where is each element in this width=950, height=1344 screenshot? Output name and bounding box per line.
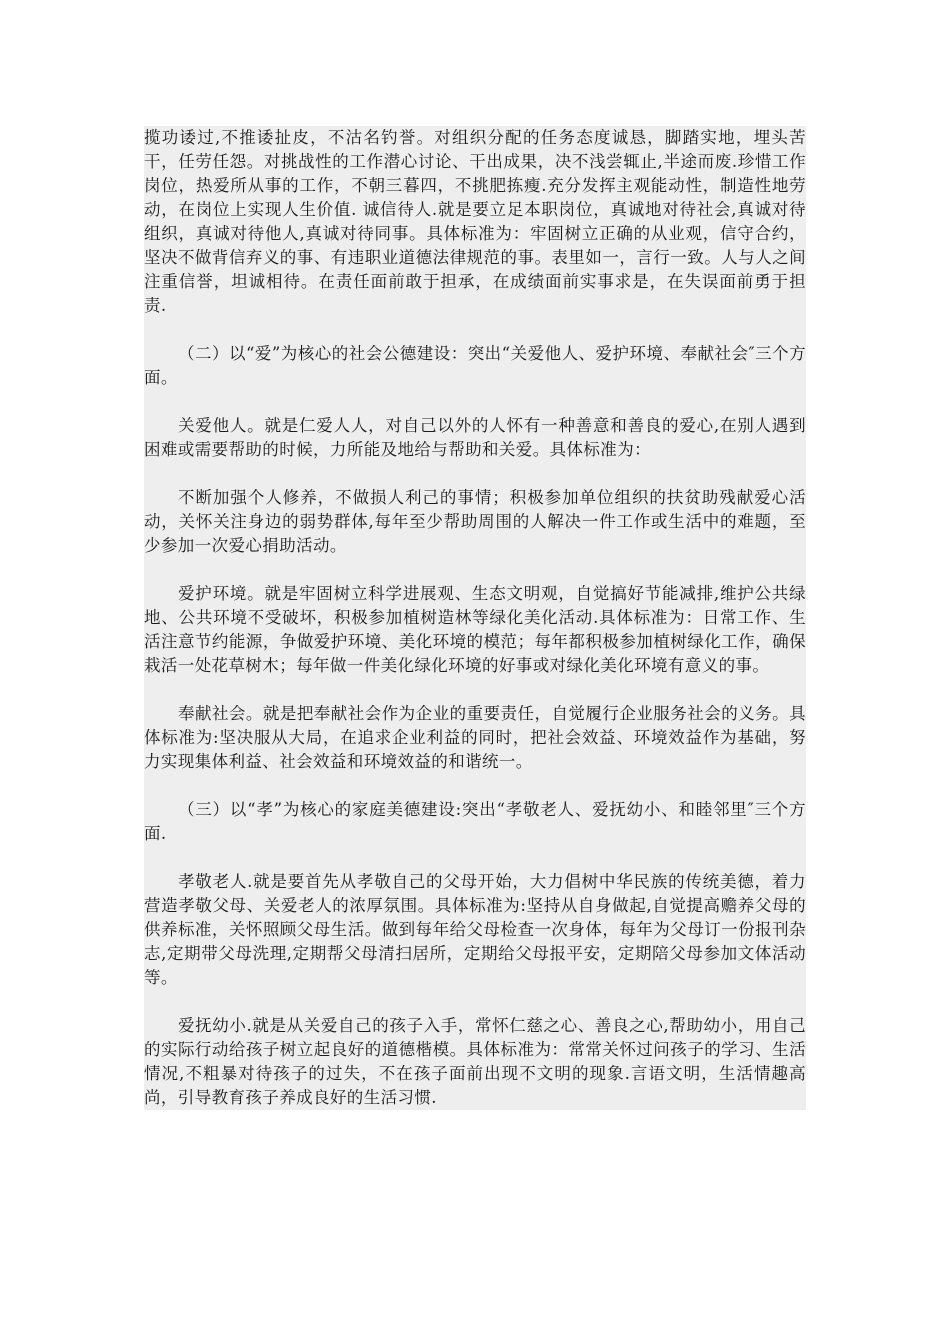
- paragraph-care-young: 爱抚幼小.就是从关爱自己的孩子入手，常怀仁慈之心、善良之心,帮助幼小，用自己的实际行动给孩子树立起良好的道德楷模。具体标准为：常常关怀过问孩子的学习、生活情况,不粗暴对待孩子的过失，不在孩子面前出现不文明的现象.言语文明，生活情趣高尚，引导教育孩子养成良好的生活习惯.: [144, 1016, 806, 1107]
- paragraph-serve-society: 奉献社会。就是把奉献社会作为企业的重要责任，自觉履行企业服务社会的义务。具体标准为:坚决服从大局，在追求企业利益的同时，把社会效益、环境效益作为基础，努力实现集体利益、社会效益和环境效益的和谐统一。: [144, 704, 806, 771]
- paragraph-protect-environment: 爱护环境。就是牢固树立科学进展观、生态文明观，自觉搞好节能减排,维护公共绿地、公共环境不受破坏，积极参加植树造林等绿化美化活动.具体标准为：日常工作、生活注意节约能源，争做爱护环境、美化环境的模范；每年都积极参加植树绿化工作，确保栽活一处花草树木；每年做一件美化绿化环境的好事或对绿化美化环境有意义的事。: [144, 584, 806, 675]
- paragraph-heading-family-virtue: （三）以“孝”为核心的家庭美德建设:突出“孝敬老人、爱抚幼小、和睦邻里″三个方面.: [144, 800, 806, 843]
- paragraph-heading-social-morality: （二）以“爱”为核心的社会公德建设：突出“关爱他人、爱护环境、奉献社会″三个方面。: [144, 344, 806, 387]
- paragraph-respect-elders: 孝敬老人.就是要首先从孝敬自己的父母开始，大力倡树中华民族的传统美德，着力营造孝敬父母、关爱老人的浓厚氛围。具体标准为:坚持从自身做起,自觉提高赡养父母的供养标准，关怀照顾父母生活。做到每年给父母检查一次身体，每年为父母订一份报刊杂志,定期带父母洗理,定期帮父母清扫居所，定期给父母报平安，定期陪父母参加文体活动等。: [144, 872, 806, 987]
- paragraph-care-others: 关爱他人。就是仁爱人人，对自己以外的人怀有一种善意和善良的爱心,在别人遇到困难或需要帮助的时候，力所能及地给与帮助和关爱。具体标准为：: [144, 416, 806, 459]
- document-body: [144, 126, 806, 1110]
- paragraph-integrity: 揽功诿过,不推诿扯皮，不沽名钓誉。对组织分配的任务态度诚恳，脚踏实地，埋头苦干，任劳任怨。对挑战性的工作潜心讨论、干出成果，决不浅尝辄止,半途而废.珍惜工作岗位，热爱所从事的工作，不朝三暮四，不挑肥拣瘦.充分发挥主观能动性，制造性地劳动，在岗位上实现人生价值. 诚信待人.就是要立足本职岗位，真诚地对待社会,真诚对待组织，真诚对待他人,真诚对待同事。具体标准为：牢固树立正确的从业观，信守合约，坚决不做背信弃义的事、有违职业道德法律规范的事。表里如一，言行一致。人与人之间注重信誉，坦诚相待。在责任面前敢于担承，在成绩面前实事求是，在失误面前勇于担责.: [144, 128, 806, 315]
- paragraph-care-others-standards: 不断加强个人修养，不做损人利己的事情；积极参加单位组织的扶贫助残献爱心活动，关怀关注身边的弱势群体,每年至少帮助周围的人解决一件工作或生活中的难题，至少参加一次爱心捐助活动。: [144, 488, 806, 555]
